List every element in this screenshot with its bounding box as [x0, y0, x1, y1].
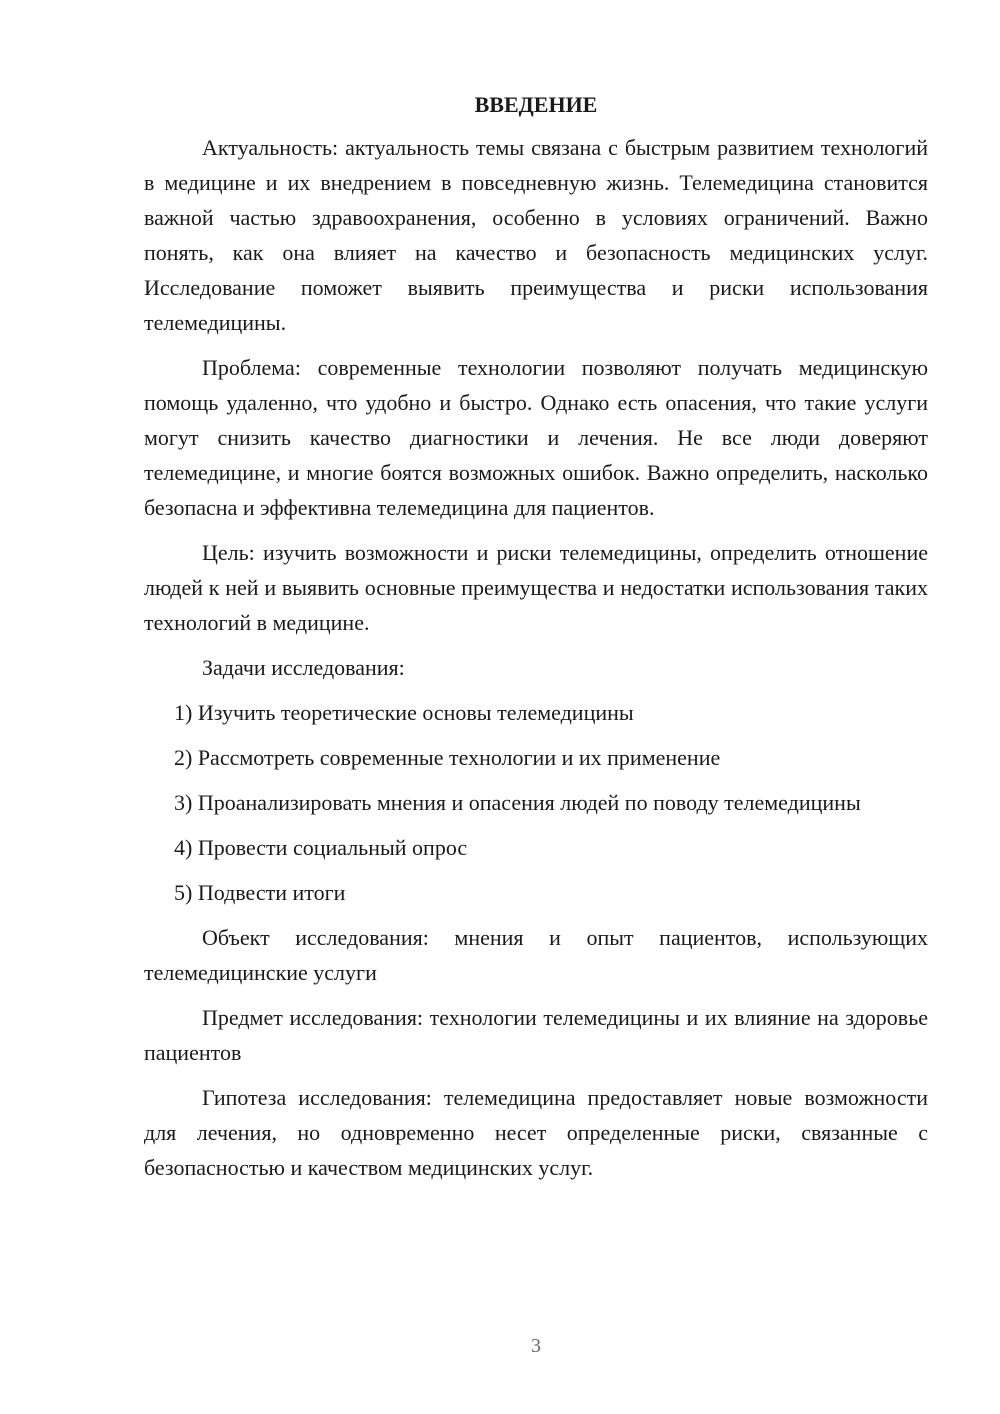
paragraph-subject: Предмет исследования: технологии телемедицины и их влияние на здоровье пациентов	[144, 1005, 928, 1065]
paragraph-goal: Цель: изучить возможности и риски телемедицины, определить отношение людей к ней и выявить основные преимущества и недостатки использования таких технологий в медицине.	[144, 540, 928, 635]
task-item-3: 3) Проанализировать мнения и опасения людей по поводу телемедицины	[174, 790, 861, 815]
task-item-1: 1) Изучить теоретические основы телемедицины	[174, 700, 634, 725]
task-item-5: 5) Подвести итоги	[174, 880, 346, 905]
paragraph-object: Объект исследования: мнения и опыт пациентов, использующих телемедицинские услуги	[144, 925, 928, 985]
page-number: 3	[531, 1335, 541, 1357]
task-item-2: 2) Рассмотреть современные технологии и их применение	[174, 745, 721, 770]
paragraph-problem: Проблема: современные технологии позволяют получать медицинскую помощь удаленно, что удобно и быстро. Однако есть опасения, что такие услуги могут снизить качество диагностики и лечения. Не все люди доверяют телемедицине, и многие боятся возможных ошибок. Важно определить, насколько безопасна и эффективна телемедицина для пациентов.	[144, 355, 928, 520]
task-item-4: 4) Провести социальный опрос	[174, 835, 468, 860]
document-page	[144, 90, 928, 1195]
paragraph-hypothesis: Гипотеза исследования: телемедицина предоставляет новые возможности для лечения, но одновременно несет определенные риски, связанные с безопасностью и качеством медицинских услуг.	[144, 1085, 928, 1180]
page-title: ВВЕДЕНИЕ	[474, 92, 598, 117]
paragraph-relevance: Актуальность: актуальность темы связана с быстрым развитием технологий в медицине и их внедрением в повседневную жизнь. Телемедицина становится важной частью здравоохранения, особенно в условиях ограничений. Важно понять, как она влияет на качество и безопасность медицинских услуг. Исследование поможет выявить преимущества и риски использования телемедицины.	[144, 135, 928, 335]
paragraph-tasks-heading: Задачи исследования:	[202, 655, 405, 680]
